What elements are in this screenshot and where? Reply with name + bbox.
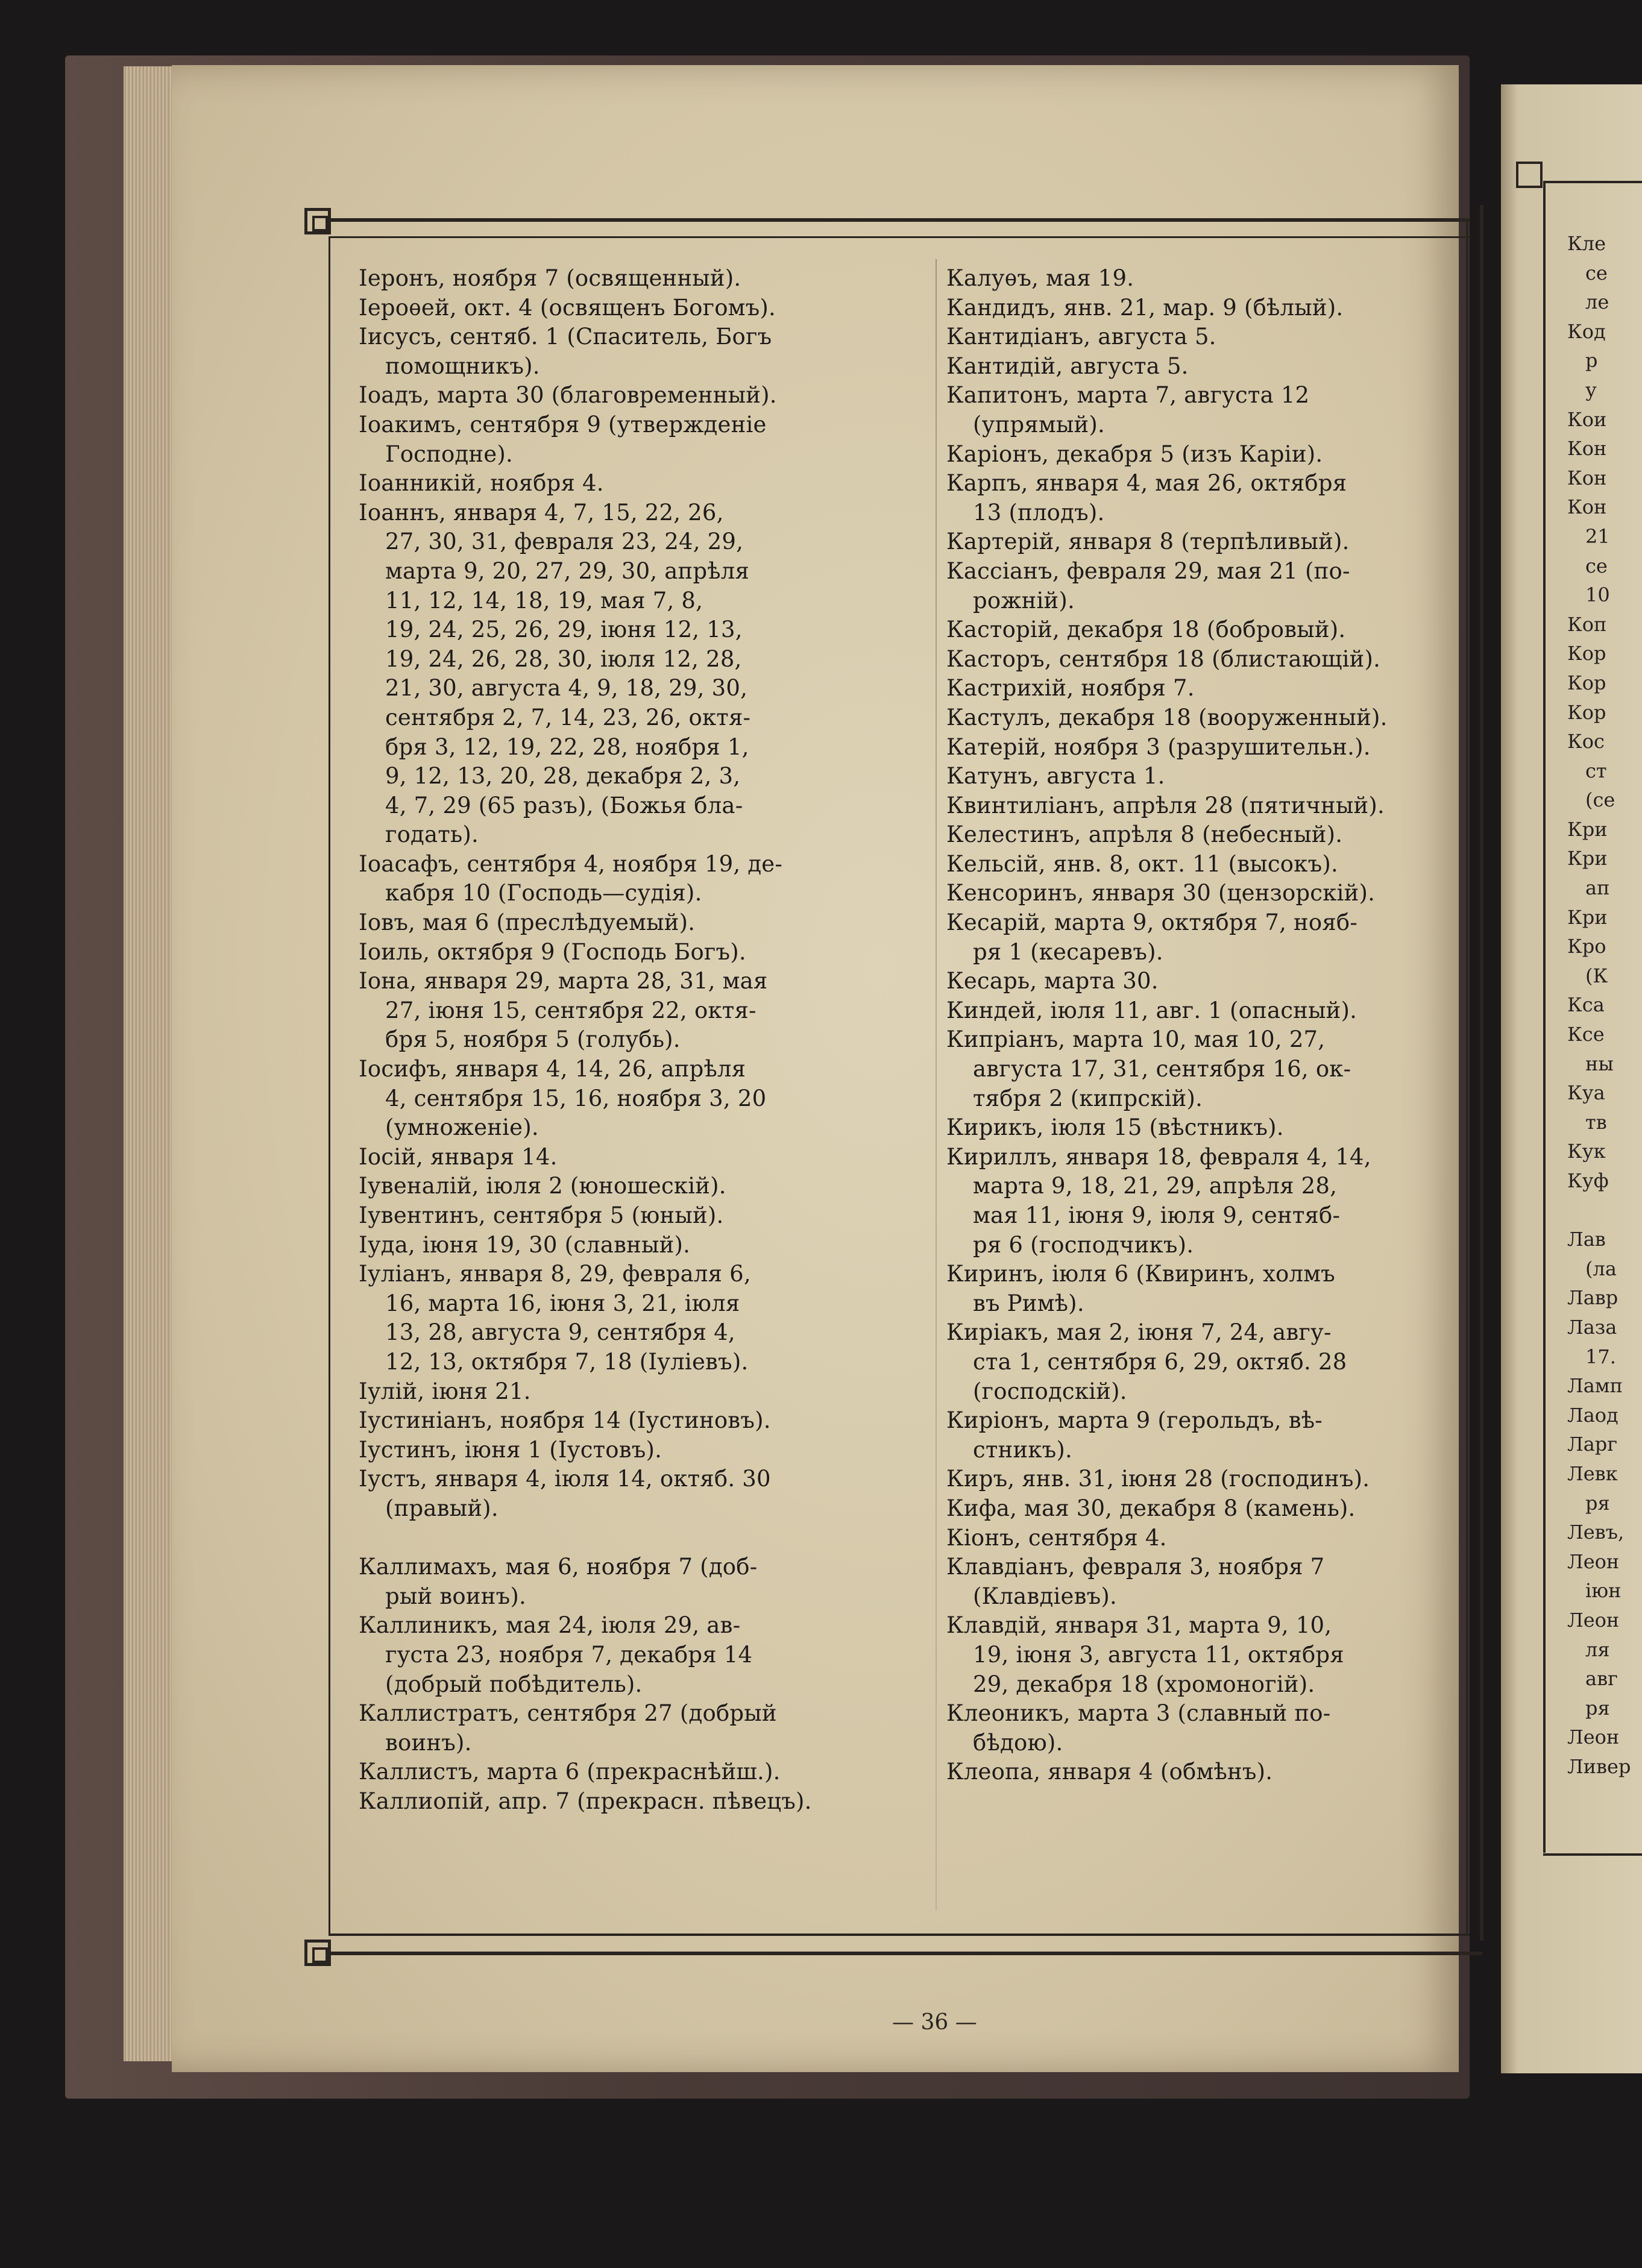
entry-headword-line: Клавдій, января 31, марта 9, 10, bbox=[946, 1612, 1332, 1639]
page-number: — 36 — bbox=[892, 2010, 977, 2035]
entry-continuation-line: 11, 12, 14, 18, 19, мая 7, 8, bbox=[385, 587, 703, 614]
entry-continuation-line: августа 17, 31, сентября 16, ок- bbox=[973, 1056, 1351, 1082]
facing-page-fragment: Леон bbox=[1567, 1608, 1620, 1632]
dictionary-entry bbox=[359, 294, 937, 323]
dictionary-entry bbox=[946, 1524, 1489, 1553]
entry-headword-line: Іосифъ, января 4, 14, 26, апрѣля bbox=[359, 1056, 746, 1082]
entry-continuation-line: марта 9, 20, 27, 29, 30, апрѣля bbox=[385, 558, 750, 584]
facing-page-fragment: ля bbox=[1585, 1638, 1610, 1661]
facing-page-fragment: Лавр bbox=[1567, 1286, 1618, 1310]
dictionary-entry bbox=[946, 1494, 1489, 1524]
dictionary-entry bbox=[946, 557, 1489, 615]
entry-continuation-line: 13 (плодъ). bbox=[973, 499, 1105, 526]
entry-headword-line: Каллистъ, марта 6 (прекраснѣйш.). bbox=[359, 1759, 781, 1785]
dictionary-entry bbox=[946, 1260, 1489, 1318]
entry-continuation-line: 19, 24, 26, 28, 30, іюля 12, 28, bbox=[385, 646, 742, 672]
dictionary-entry bbox=[359, 1436, 937, 1465]
entry-continuation-line: рый воинъ). bbox=[385, 1583, 526, 1609]
entry-headword-line: Кенсоринъ, января 30 (цензорскій). bbox=[946, 880, 1376, 906]
entry-headword-line: Кастрихій, ноября 7. bbox=[946, 675, 1195, 702]
entry-continuation-line: Господне). bbox=[385, 441, 513, 467]
entry-continuation-line: 4, 7, 29 (65 разъ), (Божья бла- bbox=[385, 792, 743, 818]
facing-page-fragment: у bbox=[1585, 378, 1597, 401]
facing-page-fragment: Код bbox=[1567, 319, 1606, 343]
facing-page-fragment: р bbox=[1585, 349, 1598, 372]
dictionary-entry bbox=[359, 498, 937, 850]
dictionary-entry bbox=[946, 1465, 1489, 1494]
entry-headword-line: Киринъ, іюля 6 (Квиринъ, холмъ bbox=[946, 1261, 1335, 1287]
entry-continuation-line: (умноженіе). bbox=[385, 1114, 539, 1141]
facing-page-fragment: Кор bbox=[1567, 700, 1606, 724]
facing-page-fragment: ст bbox=[1585, 759, 1607, 782]
facing-page-fragment: Ксе bbox=[1567, 1023, 1605, 1046]
entry-continuation-line: густа 23, ноября 7, декабря 14 bbox=[385, 1641, 753, 1668]
entry-headword-line: Кесарій, марта 9, октября 7, нояб- bbox=[946, 909, 1358, 936]
entry-continuation-line: сентября 2, 7, 14, 23, 26, октя- bbox=[385, 704, 751, 730]
facing-page-text bbox=[1567, 229, 1642, 1844]
entry-headword-line: Каллиопій, апр. 7 (прекрасн. пѣвецъ). bbox=[359, 1788, 812, 1814]
dictionary-entry bbox=[946, 322, 1489, 352]
dictionary-entry bbox=[359, 1758, 937, 1787]
facing-page-fragment: Кон bbox=[1567, 466, 1607, 489]
entry-continuation-line: 13, 28, августа 9, сентября 4, bbox=[385, 1319, 735, 1346]
dictionary-entry bbox=[359, 322, 937, 381]
dictionary-entry bbox=[946, 1699, 1489, 1758]
facing-page-fragment: Леон bbox=[1567, 1726, 1620, 1749]
facing-page-fragment: (ла bbox=[1585, 1257, 1617, 1280]
dictionary-entry bbox=[946, 879, 1489, 908]
entry-continuation-line: помощникъ). bbox=[385, 353, 540, 379]
facing-page-fragment: Ливер bbox=[1567, 1754, 1631, 1778]
facing-page-fragment: ря bbox=[1585, 1696, 1610, 1720]
dictionary-entry bbox=[359, 850, 937, 908]
entry-headword-line: Касторъ, сентября 18 (блистающій). bbox=[946, 646, 1381, 672]
entry-continuation-line: рожній). bbox=[973, 587, 1075, 614]
entry-headword-line: Каллистратъ, сентября 27 (добрый bbox=[359, 1700, 777, 1727]
dictionary-entry bbox=[946, 352, 1489, 382]
dictionary-entry bbox=[359, 1201, 937, 1231]
frame-bottom-line bbox=[329, 1933, 1470, 1936]
facing-page-fragment: Левк bbox=[1567, 1462, 1618, 1485]
dictionary-entry bbox=[359, 1611, 937, 1699]
dictionary-entry bbox=[359, 1143, 937, 1172]
dictionary-entry bbox=[946, 469, 1489, 527]
dictionary-entry bbox=[946, 1025, 1489, 1113]
entry-headword-line: Іосій, января 14. bbox=[359, 1143, 558, 1170]
entry-headword-line: Кесарь, марта 30. bbox=[946, 968, 1159, 994]
dictionary-entry bbox=[946, 1611, 1489, 1699]
entry-continuation-line: бря 5, ноября 5 (голубь). bbox=[385, 1026, 681, 1053]
facing-page-fragment: се bbox=[1585, 554, 1608, 577]
entry-continuation-line: ря 1 (кесаревъ). bbox=[973, 938, 1163, 965]
dictionary-entry bbox=[359, 1406, 937, 1436]
facing-page-fragment: 10 bbox=[1585, 583, 1610, 607]
dictionary-entry bbox=[946, 850, 1489, 879]
dictionary-entry bbox=[946, 294, 1489, 323]
entry-headword-line: Карпъ, января 4, мая 26, октября bbox=[946, 470, 1347, 497]
entry-headword-line: Картерій, января 8 (терпѣливый). bbox=[946, 529, 1350, 555]
entry-continuation-line: кабря 10 (Господь—судія). bbox=[385, 880, 702, 906]
entry-continuation-line: стникъ). bbox=[973, 1436, 1072, 1463]
facing-page-corner-ornament bbox=[1516, 162, 1543, 188]
entry-headword-line: Квинтиліанъ, апрѣля 28 (пятичный). bbox=[946, 792, 1385, 818]
entry-headword-line: Кириллъ, января 18, февраля 4, 14, bbox=[946, 1143, 1371, 1170]
facing-page-fragment: (К bbox=[1585, 964, 1608, 987]
entry-continuation-line: 16, марта 16, іюня 3, 21, іюля bbox=[385, 1290, 740, 1316]
entry-headword-line: Іоадъ, марта 30 (благовременный). bbox=[359, 382, 777, 409]
entry-headword-line: Іона, января 29, марта 28, 31, мая bbox=[359, 968, 768, 994]
entry-headword-line: Іоаннъ, января 4, 7, 15, 22, 26, bbox=[359, 499, 724, 526]
entry-headword-line: Кирикъ, іюля 15 (вѣстникъ). bbox=[946, 1114, 1284, 1141]
entry-headword-line: Келестинъ, апрѣля 8 (небесный). bbox=[946, 821, 1343, 848]
entry-continuation-line: (Клавдіевъ). bbox=[973, 1583, 1117, 1609]
dictionary-entry bbox=[359, 1699, 937, 1758]
entry-continuation-line: воинъ). bbox=[385, 1729, 472, 1756]
dictionary-entry bbox=[946, 1758, 1489, 1787]
dictionary-entry bbox=[359, 410, 937, 469]
facing-page-fragment: Кри bbox=[1567, 847, 1608, 870]
entry-continuation-line: 27, 30, 31, февраля 23, 24, 29, bbox=[385, 529, 744, 555]
facing-page-fragment: ря bbox=[1585, 1491, 1610, 1515]
entry-continuation-line: (правый). bbox=[385, 1495, 499, 1521]
entry-headword-line: Іоиль, октября 9 (Господь Богъ). bbox=[359, 938, 746, 965]
section-gap bbox=[359, 1524, 937, 1553]
facing-page-fragment: Кса bbox=[1567, 993, 1605, 1017]
facing-page-fragment: Кри bbox=[1567, 817, 1608, 841]
page-edges bbox=[124, 66, 178, 2061]
facing-page-fragment: Кро bbox=[1567, 935, 1606, 958]
entry-continuation-line: 4, сентября 15, 16, ноября 3, 20 bbox=[385, 1085, 767, 1111]
entry-headword-line: Іеронъ, ноября 7 (освященный). bbox=[359, 265, 741, 291]
dictionary-entry bbox=[946, 1318, 1489, 1406]
facing-page-fragment: Кле bbox=[1567, 232, 1606, 255]
facing-page-fragment: іюн bbox=[1585, 1579, 1622, 1603]
entry-headword-line: Кандидъ, янв. 21, мар. 9 (бѣлый). bbox=[946, 294, 1344, 321]
facing-page-fragment: Лав bbox=[1567, 1228, 1606, 1251]
entry-continuation-line: годать). bbox=[385, 821, 479, 848]
facing-page-fragment: авг bbox=[1585, 1667, 1618, 1691]
entry-headword-line: Іоанникій, ноября 4. bbox=[359, 470, 604, 497]
entry-headword-line: Касторій, декабря 18 (бобровый). bbox=[946, 617, 1346, 643]
facing-page-fragment: тв bbox=[1585, 1110, 1607, 1134]
frame-left-line bbox=[329, 236, 330, 1935]
entry-continuation-line: (упрямый). bbox=[973, 411, 1105, 438]
dictionary-entry bbox=[359, 938, 937, 967]
facing-page-fragment: Кон bbox=[1567, 495, 1607, 519]
dictionary-entry bbox=[946, 527, 1489, 557]
frame-top-line bbox=[331, 218, 1470, 222]
dictionary-entry bbox=[359, 264, 937, 294]
entry-continuation-line: марта 9, 18, 21, 29, апрѣля 28, bbox=[973, 1173, 1338, 1199]
facing-page-fragment: Кук bbox=[1567, 1140, 1606, 1163]
entry-continuation-line: (добрый побѣдитель). bbox=[385, 1671, 643, 1697]
entry-headword-line: Іувентинъ, сентября 5 (юный). bbox=[359, 1202, 724, 1228]
dictionary-entry bbox=[946, 733, 1489, 762]
dictionary-entry bbox=[946, 1553, 1489, 1611]
entry-headword-line: Кастулъ, декабря 18 (вооруженный). bbox=[946, 704, 1388, 730]
dictionary-entry bbox=[359, 1055, 937, 1143]
facing-page-fragment: ап bbox=[1585, 876, 1610, 900]
entry-headword-line: Іероѳей, окт. 4 (освященъ Богомъ). bbox=[359, 294, 776, 321]
facing-page-fragment: се bbox=[1585, 261, 1608, 284]
dictionary-entry bbox=[359, 1260, 937, 1377]
facing-page-fragment: Кор bbox=[1567, 642, 1606, 665]
dictionary-entry bbox=[946, 703, 1489, 733]
entry-headword-line: Клавдіанъ, февраля 3, ноября 7 bbox=[946, 1554, 1325, 1580]
dictionary-entry bbox=[359, 1377, 937, 1407]
frame-top-inner-line bbox=[329, 236, 1470, 238]
dictionary-entry bbox=[946, 381, 1489, 439]
facing-page-fragment: Коп bbox=[1567, 612, 1607, 636]
facing-page-fragment: ны bbox=[1585, 1052, 1614, 1075]
dictionary-entry bbox=[946, 820, 1489, 850]
facing-page-fragment: 17. bbox=[1585, 1345, 1616, 1368]
facing-page-fragment: Кри bbox=[1567, 905, 1608, 929]
entry-continuation-line: бѣдою). bbox=[973, 1729, 1063, 1756]
entry-continuation-line: 19, 24, 25, 26, 29, іюня 12, 13, bbox=[385, 617, 743, 643]
entry-headword-line: Кифа, мая 30, декабря 8 (камень). bbox=[946, 1495, 1356, 1521]
entry-continuation-line: 12, 13, октября 7, 18 (Іуліевъ). bbox=[385, 1348, 749, 1375]
facing-page-fragment: Кор bbox=[1567, 671, 1606, 694]
entry-headword-line: Капитонъ, марта 7, августа 12 bbox=[946, 382, 1310, 409]
entry-headword-line: Киріонъ, марта 9 (герольдъ, вѣ- bbox=[946, 1407, 1323, 1434]
facing-page-fragment: ле bbox=[1585, 291, 1609, 314]
entry-headword-line: Каріонъ, декабря 5 (изъ Каріи). bbox=[946, 441, 1323, 467]
dictionary-entry bbox=[359, 1172, 937, 1201]
facing-page-fragment: Куа bbox=[1567, 1081, 1605, 1105]
facing-page-fragment: Ламп bbox=[1567, 1374, 1623, 1398]
entry-continuation-line: мая 11, іюня 9, іюля 9, сентяб- bbox=[973, 1202, 1341, 1228]
dictionary-entry bbox=[946, 645, 1489, 674]
entry-continuation-line: 9, 12, 13, 20, 28, декабря 2, 3, bbox=[385, 763, 741, 790]
entry-headword-line: Іустъ, января 4, іюля 14, октяб. 30 bbox=[359, 1466, 771, 1492]
dictionary-entry bbox=[946, 440, 1489, 470]
frame-bottom-outer-line bbox=[331, 1952, 1482, 1955]
dictionary-entry bbox=[359, 469, 937, 498]
facing-page-frame-bottom bbox=[1543, 1853, 1642, 1856]
facing-page-gap bbox=[1567, 1196, 1642, 1225]
dictionary-entry bbox=[946, 996, 1489, 1026]
entry-headword-line: Клеопа, января 4 (обмѣнъ). bbox=[946, 1759, 1273, 1785]
dictionary-entry bbox=[946, 967, 1489, 996]
entry-headword-line: Калуѳъ, мая 19. bbox=[946, 265, 1134, 291]
entry-headword-line: Іисусъ, сентяб. 1 (Спаситель, Богъ bbox=[359, 324, 772, 350]
entry-headword-line: Іуліанъ, января 8, 29, февраля 6, bbox=[359, 1261, 751, 1287]
entry-continuation-line: 19, іюня 3, августа 11, октября bbox=[973, 1641, 1344, 1668]
entry-headword-line: Кантидій, августа 5. bbox=[946, 353, 1189, 379]
entry-headword-line: Каллимахъ, мая 6, ноября 7 (доб- bbox=[359, 1554, 758, 1580]
entry-continuation-line: 27, іюня 15, сентября 22, октя- bbox=[385, 997, 757, 1023]
facing-page-fragment: (се bbox=[1585, 788, 1615, 812]
entry-headword-line: Кельсій, янв. 8, окт. 11 (высокъ). bbox=[946, 850, 1338, 877]
entry-continuation-line: бря 3, 12, 19, 22, 28, ноября 1, bbox=[385, 733, 749, 760]
facing-page-fragment: Лаза bbox=[1567, 1315, 1617, 1339]
entry-headword-line: Кантидіанъ, августа 5. bbox=[946, 324, 1216, 350]
dictionary-entry bbox=[946, 674, 1489, 703]
entry-headword-line: Катерій, ноября 3 (разрушительн.). bbox=[946, 733, 1371, 760]
facing-page-fragment: Кон bbox=[1567, 437, 1607, 460]
dictionary-entry bbox=[359, 1231, 937, 1260]
dictionary-entry bbox=[946, 791, 1489, 821]
entry-headword-line: Іустинъ, іюня 1 (Іустовъ). bbox=[359, 1436, 662, 1463]
corner-ornament-bottom-left bbox=[304, 1940, 331, 1966]
dictionary-entry bbox=[359, 1787, 937, 1817]
facing-page-fragment: Лаод bbox=[1567, 1403, 1618, 1427]
entry-headword-line: Киръ, янв. 31, іюня 28 (господинъ). bbox=[946, 1466, 1370, 1492]
entry-headword-line: Іулій, іюня 21. bbox=[359, 1378, 531, 1404]
entry-headword-line: Кіонъ, сентября 4. bbox=[946, 1524, 1167, 1551]
dictionary-entry bbox=[946, 264, 1489, 294]
facing-page-fragment: Ларг bbox=[1567, 1433, 1618, 1456]
entry-headword-line: Кипріанъ, марта 10, мая 10, 27, bbox=[946, 1026, 1326, 1053]
corner-ornament-top-left bbox=[304, 208, 331, 234]
entry-continuation-line: тября 2 (кипрскій). bbox=[973, 1085, 1203, 1111]
entry-continuation-line: (господскій). bbox=[973, 1378, 1127, 1404]
facing-page-fragment: Куф bbox=[1567, 1169, 1609, 1192]
facing-page-fragment: Леон bbox=[1567, 1550, 1620, 1573]
facing-page-fragment: 21 bbox=[1585, 524, 1610, 548]
entry-headword-line: Каллиникъ, мая 24, іюля 29, ав- bbox=[359, 1612, 741, 1639]
dictionary-entry bbox=[946, 1113, 1489, 1143]
entry-headword-line: Клеоникъ, марта 3 (славный по- bbox=[946, 1700, 1331, 1727]
dictionary-entry bbox=[359, 381, 937, 410]
dictionary-entry bbox=[946, 1406, 1489, 1465]
right-column bbox=[946, 264, 1489, 1787]
entry-headword-line: Іоасафъ, сентября 4, ноября 19, де- bbox=[359, 850, 783, 877]
entry-headword-line: Киріакъ, мая 2, іюня 7, 24, авгу- bbox=[946, 1319, 1332, 1346]
dictionary-entry bbox=[359, 1553, 937, 1611]
entry-continuation-line: въ Римѣ). bbox=[973, 1290, 1084, 1316]
dictionary-entry bbox=[359, 1465, 937, 1523]
entry-headword-line: Іустиніанъ, ноября 14 (Іустиновъ). bbox=[359, 1407, 771, 1434]
dictionary-entry bbox=[946, 615, 1489, 645]
entry-headword-line: Кассіанъ, февраля 29, мая 21 (по- bbox=[946, 558, 1350, 584]
entry-continuation-line: ря 6 (господчикъ). bbox=[973, 1231, 1194, 1258]
entry-headword-line: Іоакимъ, сентября 9 (утвержденіе bbox=[359, 411, 767, 438]
entry-headword-line: Іуда, іюня 19, 30 (славный). bbox=[359, 1231, 691, 1258]
facing-page-fragment: Левъ, bbox=[1567, 1521, 1625, 1544]
dictionary-entry bbox=[946, 908, 1489, 967]
entry-continuation-line: ста 1, сентября 6, 29, октяб. 28 bbox=[973, 1348, 1347, 1375]
dictionary-entry bbox=[946, 1143, 1489, 1260]
entry-headword-line: Киндей, іюля 11, авг. 1 (опасный). bbox=[946, 997, 1357, 1023]
dictionary-entry bbox=[946, 762, 1489, 791]
left-column bbox=[359, 264, 937, 1816]
facing-page-fragment: Кои bbox=[1567, 407, 1607, 431]
entry-headword-line: Катунъ, августа 1. bbox=[946, 763, 1165, 790]
entry-headword-line: Іовъ, мая 6 (преслѣдуемый). bbox=[359, 909, 696, 936]
facing-page-fragment: Кос bbox=[1567, 730, 1605, 753]
entry-continuation-line: 21, 30, августа 4, 9, 18, 29, 30, bbox=[385, 675, 748, 702]
entry-continuation-line: 29, декабря 18 (хромоногій). bbox=[973, 1671, 1315, 1697]
dictionary-entry bbox=[359, 967, 937, 1055]
entry-headword-line: Іувеналій, іюля 2 (юношескій). bbox=[359, 1173, 726, 1199]
dictionary-entry bbox=[359, 908, 937, 938]
